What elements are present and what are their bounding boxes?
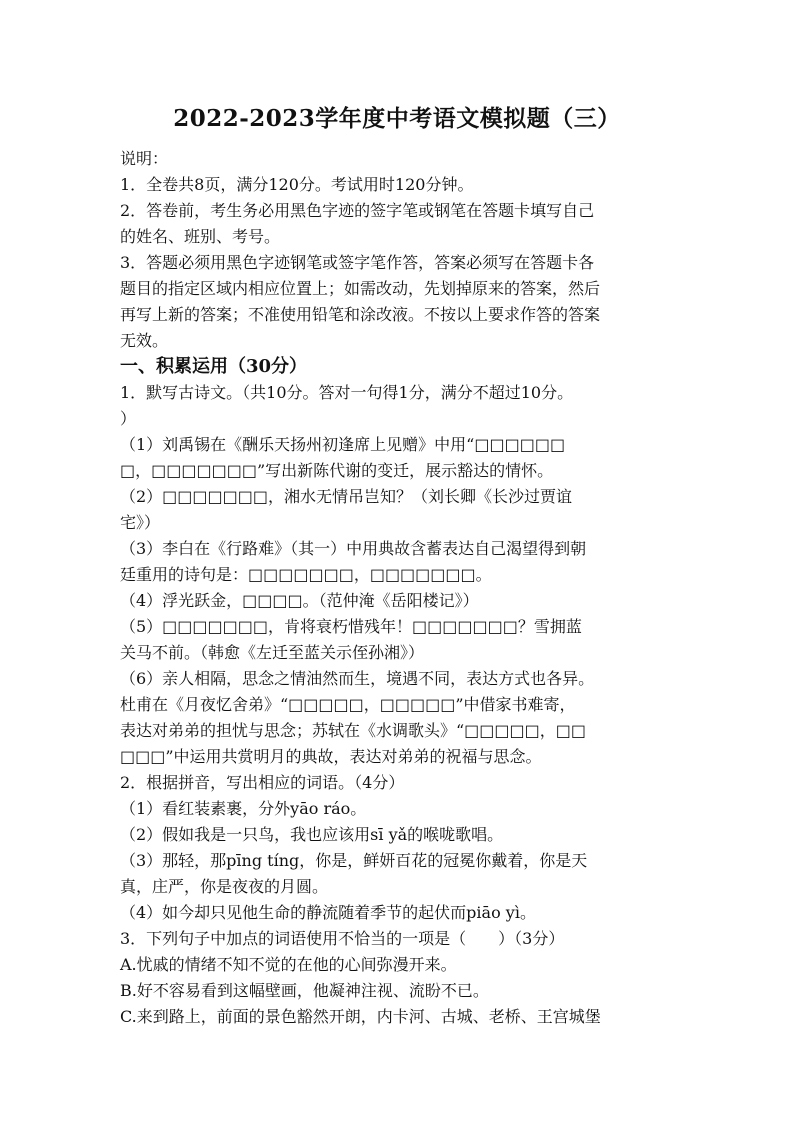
question-line: （2）假如我是一只鸟，我也应该用sī yǎ的喉咙歌唱。	[120, 825, 504, 844]
question-line: □□□”中运用共赏明月的典故，表达对弟弟的祝福与思念。	[120, 747, 542, 766]
question-line: 杜甫在《月夜忆舍弟》“□□□□□，□□□□□”中借家书难寄，	[120, 695, 576, 714]
question-line: A.忧戚的情绪不知不觉的在他的心间弥漫开来。	[120, 955, 457, 974]
instructions-block	[120, 172, 690, 354]
instruction-line: 的姓名、班别、考号。	[120, 227, 281, 246]
question-line: 真，庄严，你是夜夜的月圆。	[120, 877, 329, 896]
instruction-line: 无效。	[120, 331, 169, 350]
question-line: （2）□□□□□□□，湘水无情吊岂知？（刘长卿《长沙过贾谊	[120, 487, 573, 506]
question-line: （5）□□□□□□□，肯将衰朽惜残年！□□□□□□□？雪拥蓝	[120, 617, 582, 636]
instruction-line: 2．答卷前，考生务必用黑色字迹的签字笔或钢笔在答题卡填写自己	[120, 201, 595, 220]
question-line: 3．下列句子中加点的词语使用不恰当的一项是（ ）（3分）	[120, 929, 565, 948]
question-line: C.来到路上，前面的景色豁然开朗，内卡河、古城、老桥、王宫城堡	[120, 1007, 601, 1026]
section-heading: 一、积累运用（30分）	[120, 356, 308, 377]
question-line: 2．根据拼音，写出相应的词语。（4分）	[120, 773, 405, 792]
instruction-line: 1．全卷共8页，满分120分。考试用时120分钟。	[120, 175, 474, 194]
question-line: （1）看红装素裹，分外yāo ráo。	[120, 799, 367, 818]
section-questions	[120, 380, 690, 1030]
instructions-heading: 说明：	[120, 149, 169, 168]
question-line: （3）那轻，那pīng tíng，你是，鲜妍百花的冠冕你戴着，你是天	[120, 851, 588, 870]
question-line: 1．默写古诗文。（共10分。答对一句得1分，满分不超过10分。	[120, 383, 574, 402]
question-line: （1）刘禹锡在《酬乐天扬州初逢席上见赠》中用“□□□□□□	[120, 435, 566, 454]
question-line: （4）浮光跃金，□□□□。（范仲淹《岳阳楼记》）	[120, 591, 479, 610]
question-line: （6）亲人相隔，思念之情油然而生，境遇不同，表达方式也各异。	[120, 669, 595, 688]
question-line: ）	[120, 409, 137, 428]
instruction-line: 再写上新的答案；不准使用铅笔和涂改液。不按以上要求作答的答案	[120, 305, 601, 324]
question-line: 宅》）	[120, 513, 161, 532]
question-line: 廷重用的诗句是：□□□□□□□，□□□□□□□。	[120, 565, 492, 584]
question-line: B.好不容易看到这幅壁画，他凝神注视、流盼不已。	[120, 981, 489, 1000]
instruction-line: 3．答题必须用黑色字迹钢笔或签字笔作答，答案必须写在答题卡各	[120, 253, 595, 272]
question-line: 关马不前。（韩愈《左迁至蓝关示侄孙湘》）	[120, 643, 425, 662]
instruction-line: 题目的指定区域内相应位置上；如需改动，先划掉原来的答案，然后	[120, 279, 601, 298]
question-line: （3）李白在《行路难》（其一）中用典故含蓄表达自己渴望得到朝	[120, 539, 587, 558]
document-body	[120, 146, 690, 1030]
document-title: 2022-2023学年度中考语文模拟题（三）	[173, 105, 621, 132]
question-line: □，□□□□□□□”写出新陈代谢的变迁，展示豁达的情怀。	[120, 461, 554, 480]
question-line: 表达对弟弟的担忧与思念；苏轼在《水调歌头》“□□□□□，□□	[120, 721, 587, 740]
question-line: （4）如今却只见他生命的静流随着季节的起伏而piāo yì。	[120, 903, 536, 922]
